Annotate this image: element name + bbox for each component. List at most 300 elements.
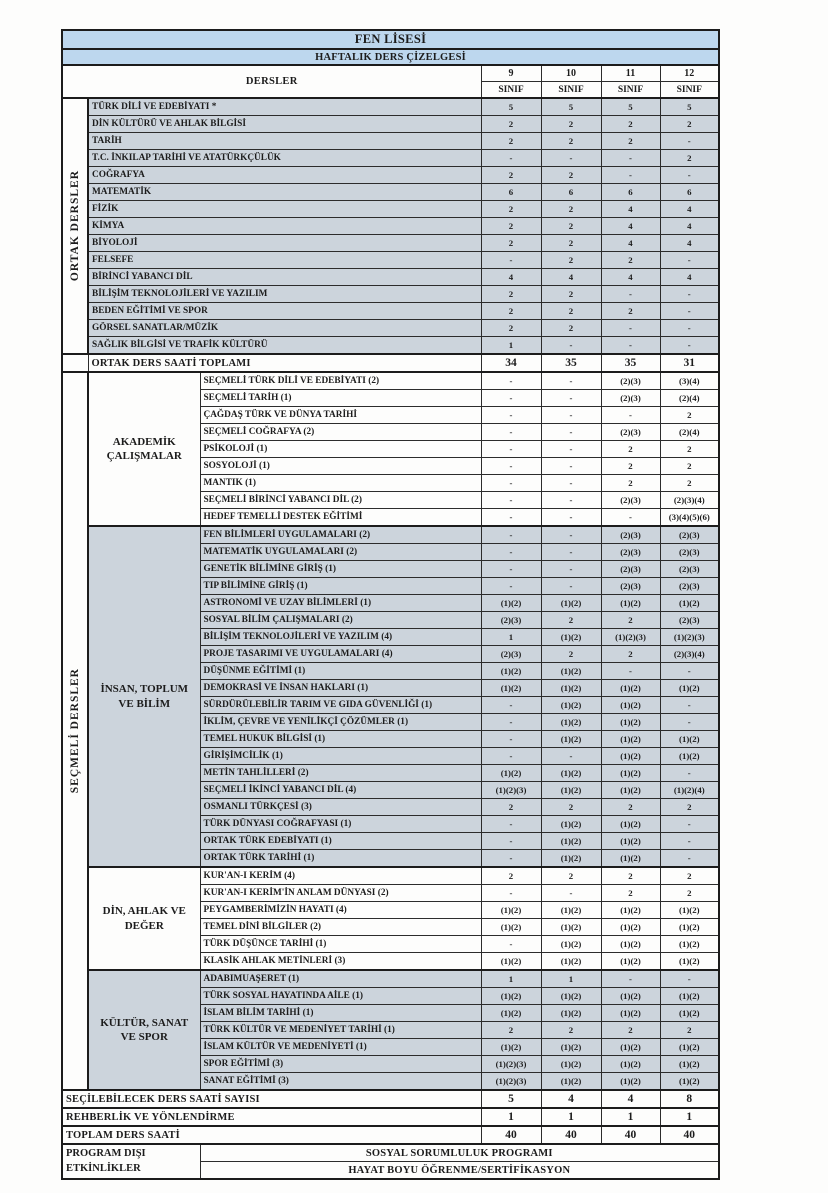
group-label-cell [88, 867, 200, 970]
hours-cell: (1)(2) [660, 936, 719, 953]
hours-cell: 2 [481, 201, 541, 218]
hours-cell: (1)(2) [481, 902, 541, 919]
hours-cell: (1)(2) [481, 1005, 541, 1022]
hours-cell: - [541, 372, 601, 390]
course-name-cell: TEMEL DİNİ BİLGİLER (2) [200, 919, 481, 936]
course-name-cell: MANTIK (1) [200, 475, 481, 492]
hours-cell: - [601, 337, 660, 355]
hours-cell: 2 [541, 218, 601, 235]
hours-cell: 2 [481, 133, 541, 150]
hours-cell: 2 [660, 475, 719, 492]
hours-cell: (1)(2) [541, 953, 601, 971]
course-name-cell: GÖRSEL SANATLAR/MÜZİK [88, 320, 481, 337]
hours-cell: (1)(2)(3) [481, 782, 541, 799]
hours-cell: 2 [601, 458, 660, 475]
hours-cell: (1)(2) [601, 714, 660, 731]
course-name-cell: FELSEFE [88, 252, 481, 269]
summary-value: 40 [660, 1126, 719, 1144]
header-grade-9: 9 [481, 65, 541, 82]
group-label-cell-text: DİN, AHLAK VE DEĞER [102, 905, 186, 932]
hours-cell: 6 [660, 184, 719, 201]
hours-cell: - [541, 407, 601, 424]
hours-cell: - [481, 697, 541, 714]
hours-cell: - [481, 561, 541, 578]
course-name-cell: BİRİNCİ YABANCI DİL [88, 269, 481, 286]
header-sinif-10: SINIF [541, 82, 601, 99]
hours-cell: 2 [601, 441, 660, 458]
hours-cell: - [541, 885, 601, 902]
hours-cell: - [660, 252, 719, 269]
hours-cell: - [660, 833, 719, 850]
hours-cell: 5 [541, 98, 601, 116]
hours-cell: (1)(2) [541, 936, 601, 953]
hours-cell: 2 [541, 201, 601, 218]
hours-cell: (1)(2) [660, 1056, 719, 1073]
hours-cell: (1)(2) [660, 595, 719, 612]
summary-row [62, 1108, 719, 1126]
hours-cell: (2)(3) [601, 526, 660, 544]
hours-cell: (1)(2) [601, 697, 660, 714]
ortak-dersler-side-label [62, 98, 88, 354]
secmeli-dersler-side-label-text: SEÇMELİ DERSLER [69, 668, 81, 794]
hours-cell: 2 [481, 303, 541, 320]
hours-cell: 2 [541, 799, 601, 816]
hours-cell: 2 [481, 320, 541, 337]
hours-cell: 1 [541, 970, 601, 988]
summary-row [62, 1126, 719, 1144]
course-name-cell: SAĞLIK BİLGİSİ VE TRAFİK KÜLTÜRÜ [88, 337, 481, 355]
hours-cell: - [660, 714, 719, 731]
hours-cell: (1)(2) [660, 988, 719, 1005]
hours-cell: (2)(3) [660, 561, 719, 578]
hours-cell: - [601, 286, 660, 303]
course-name-cell: GENETİK BİLİMİNE GİRİŞ (1) [200, 561, 481, 578]
spacer-cell [62, 354, 88, 372]
course-row [62, 116, 719, 133]
hours-cell: - [601, 663, 660, 680]
hours-cell: 2 [541, 235, 601, 252]
course-row [62, 252, 719, 269]
course-name-cell: BİYOLOJİ [88, 235, 481, 252]
course-name-cell: BEDEN EĞİTİMİ VE SPOR [88, 303, 481, 320]
hours-cell: - [660, 663, 719, 680]
hours-cell: (2)(4) [660, 424, 719, 441]
hours-cell: (2)(3) [660, 544, 719, 561]
course-name-cell: İSLAM BİLİM TARİHİ (1) [200, 1005, 481, 1022]
hours-cell: - [660, 286, 719, 303]
hours-cell: - [541, 337, 601, 355]
hours-cell: - [601, 407, 660, 424]
summary-value: 1 [541, 1108, 601, 1126]
hours-cell: (1)(2) [541, 850, 601, 868]
hours-cell: - [481, 492, 541, 509]
hours-cell: (2)(3) [601, 390, 660, 407]
hours-cell: (2)(4) [660, 390, 719, 407]
hours-cell: - [481, 424, 541, 441]
course-name-cell: TÜRK DİLİ VE EDEBİYATI * [88, 98, 481, 116]
course-row [62, 133, 719, 150]
hours-cell: 4 [541, 269, 601, 286]
hours-cell: (1)(2)(3) [481, 1073, 541, 1091]
course-row [62, 201, 719, 218]
hours-cell: - [660, 167, 719, 184]
hours-cell: - [481, 475, 541, 492]
hours-cell: (1)(2) [541, 988, 601, 1005]
hours-cell: (1)(2) [601, 765, 660, 782]
hours-cell: 4 [601, 269, 660, 286]
course-row [62, 526, 719, 544]
hours-cell: (1)(2) [601, 850, 660, 868]
course-name-cell: TÜRK DÜNYASI COĞRAFYASI (1) [200, 816, 481, 833]
hours-cell: - [541, 526, 601, 544]
hours-cell: - [481, 731, 541, 748]
hours-cell: (1)(2) [660, 1073, 719, 1091]
hours-cell: 2 [660, 407, 719, 424]
hours-cell: - [660, 133, 719, 150]
group-label-cell [88, 372, 200, 526]
course-row [62, 286, 719, 303]
hours-cell: (1)(2) [601, 1073, 660, 1091]
hours-cell: (1)(2) [541, 919, 601, 936]
hours-cell: (1)(2) [601, 1005, 660, 1022]
header-sinif-12: SINIF [660, 82, 719, 99]
hours-cell: - [541, 424, 601, 441]
course-name-cell: BİLİŞİM TEKNOLOJİLERİ VE YAZILIM [88, 286, 481, 303]
hours-cell: - [481, 407, 541, 424]
course-name-cell: TÜRK DÜŞÜNCE TARİHİ (1) [200, 936, 481, 953]
summary-value: 1 [481, 1108, 541, 1126]
course-name-cell: KLASİK AHLAK METİNLERİ (3) [200, 953, 481, 971]
course-name-cell: ORTAK TÜRK TARİHİ (1) [200, 850, 481, 868]
course-name-cell: İKLİM, ÇEVRE VE YENİLİKÇİ ÇÖZÜMLER (1) [200, 714, 481, 731]
hours-cell: 2 [481, 799, 541, 816]
hours-cell: - [541, 150, 601, 167]
hours-cell: (2)(3) [601, 544, 660, 561]
course-name-cell: PEYGAMBERİMİZİN HAYATI (4) [200, 902, 481, 919]
hours-cell: (2)(3) [601, 561, 660, 578]
ortak-total-value: 31 [660, 354, 719, 372]
hours-cell: (2)(3) [601, 492, 660, 509]
hours-cell: 6 [541, 184, 601, 201]
hours-cell: 2 [481, 167, 541, 184]
course-name-cell: TARİH [88, 133, 481, 150]
hours-cell: (1)(2) [541, 782, 601, 799]
hours-cell: (1)(2) [541, 816, 601, 833]
hours-cell: (1)(2) [601, 936, 660, 953]
hours-cell: 4 [481, 269, 541, 286]
ortak-total-row [62, 354, 719, 372]
hours-cell: 2 [541, 320, 601, 337]
hours-cell: - [541, 544, 601, 561]
course-name-cell: SEÇMELİ COĞRAFYA (2) [200, 424, 481, 441]
group-label-cell-text: İNSAN, TOPLUM VE BİLİM [100, 683, 189, 710]
course-name-cell: DİN KÜLTÜRÜ VE AHLAK BİLGİSİ [88, 116, 481, 133]
hours-cell: - [660, 320, 719, 337]
course-name-cell: TÜRK KÜLTÜR VE MEDENİYET TARİHİ (1) [200, 1022, 481, 1039]
course-row [62, 269, 719, 286]
course-row [62, 303, 719, 320]
program-disi-label [62, 1144, 200, 1179]
course-row [62, 98, 719, 116]
hours-cell: 5 [481, 98, 541, 116]
hours-cell: (1)(2) [541, 629, 601, 646]
hours-cell: - [601, 150, 660, 167]
hours-cell: 2 [660, 799, 719, 816]
hours-cell: - [481, 390, 541, 407]
hours-cell: - [541, 492, 601, 509]
course-name-cell: MATEMATİK [88, 184, 481, 201]
course-row [62, 150, 719, 167]
summary-value: 5 [481, 1090, 541, 1108]
hours-cell: (1)(2)(3) [660, 629, 719, 646]
header-grade-10: 10 [541, 65, 601, 82]
course-name-cell: T.C. İNKILAP TARİHİ VE ATATÜRKÇÜLÜK [88, 150, 481, 167]
course-name-cell: SEÇMELİ BİRİNCİ YABANCI DİL (2) [200, 492, 481, 509]
course-name-cell: ADABIMUAŞERET (1) [200, 970, 481, 988]
hours-cell: (1)(2) [660, 953, 719, 971]
hours-cell: - [481, 509, 541, 527]
hours-cell: 2 [541, 286, 601, 303]
hours-cell: - [481, 936, 541, 953]
course-name-cell: KİMYA [88, 218, 481, 235]
hours-cell: (1)(2) [660, 1005, 719, 1022]
course-name-cell: KUR'AN-I KERİM'İN ANLAM DÜNYASI (2) [200, 885, 481, 902]
hours-cell: - [601, 167, 660, 184]
group-label-cell [88, 526, 200, 867]
hours-cell: (1)(2) [601, 1056, 660, 1073]
hours-cell: - [541, 390, 601, 407]
hours-cell: - [481, 526, 541, 544]
summary-row [62, 1090, 719, 1108]
hours-cell: - [481, 885, 541, 902]
hours-cell: 4 [601, 235, 660, 252]
hours-cell: (1)(2) [481, 988, 541, 1005]
course-row [62, 970, 719, 988]
hours-cell: 2 [601, 612, 660, 629]
summary-value: 4 [601, 1090, 660, 1108]
summary-label: SEÇİLEBİLECEK DERS SAATİ SAYISI [62, 1090, 481, 1108]
course-name-cell: SANAT EĞİTİMİ (3) [200, 1073, 481, 1091]
hours-cell: - [481, 252, 541, 269]
hours-cell: (1)(2) [601, 816, 660, 833]
hours-cell: (2)(3) [660, 612, 719, 629]
hours-cell: (2)(3) [601, 578, 660, 595]
hours-cell: (1)(2) [481, 1039, 541, 1056]
hours-cell: (1)(2) [601, 595, 660, 612]
header-sinif-9: SINIF [481, 82, 541, 99]
hours-cell: (2)(3)(4) [660, 646, 719, 663]
course-name-cell: DEMOKRASİ VE İNSAN HAKLARI (1) [200, 680, 481, 697]
course-name-cell: COĞRAFYA [88, 167, 481, 184]
course-row [62, 184, 719, 201]
hours-cell: 2 [481, 286, 541, 303]
hours-cell: (1)(2) [601, 833, 660, 850]
course-name-cell: TIP BİLİMİNE GİRİŞ (1) [200, 578, 481, 595]
hours-cell: (1)(2) [541, 1073, 601, 1091]
program-item: SOSYAL SORUMLULUK PROGRAMI [200, 1144, 719, 1162]
hours-cell: (2)(3) [660, 578, 719, 595]
summary-label: TOPLAM DERS SAATİ [62, 1126, 481, 1144]
hours-cell: 4 [660, 218, 719, 235]
secmeli-dersler-side-label [62, 372, 88, 1090]
hours-cell: (1)(2) [601, 782, 660, 799]
hours-cell: - [481, 714, 541, 731]
course-name-cell: İSLAM KÜLTÜR VE MEDENİYETİ (1) [200, 1039, 481, 1056]
hours-cell: 2 [541, 116, 601, 133]
course-name-cell: SOSYAL BİLİM ÇALIŞMALARI (2) [200, 612, 481, 629]
hours-cell: (1)(2) [601, 953, 660, 971]
header-grade-12: 12 [660, 65, 719, 82]
course-name-cell: FİZİK [88, 201, 481, 218]
course-row [62, 235, 719, 252]
hours-cell: 2 [481, 235, 541, 252]
summary-value: 40 [541, 1126, 601, 1144]
hours-cell: - [541, 475, 601, 492]
program-item: HAYAT BOYU ÖĞRENME/SERTİFİKASYON [200, 1162, 719, 1180]
hours-cell: 2 [660, 1022, 719, 1039]
table-body [62, 30, 719, 1179]
hours-cell: - [481, 150, 541, 167]
hours-cell: - [481, 441, 541, 458]
hours-cell: 2 [541, 167, 601, 184]
hours-cell: (1)(2) [481, 680, 541, 697]
hours-cell: (1)(2) [541, 697, 601, 714]
hours-cell: 2 [481, 1022, 541, 1039]
hours-cell: - [541, 578, 601, 595]
hours-cell: 5 [601, 98, 660, 116]
hours-cell: - [481, 850, 541, 868]
program-disi-label-line: ETKİNLİKLER [66, 1162, 141, 1174]
hours-cell: (1)(2) [660, 680, 719, 697]
group-label-cell-text: AKADEMİK ÇALIŞMALAR [106, 435, 182, 462]
hours-cell: - [601, 320, 660, 337]
hours-cell: (2)(3) [660, 526, 719, 544]
hours-cell: - [660, 850, 719, 868]
course-name-cell: ÇAĞDAŞ TÜRK VE DÜNYA TARİHİ [200, 407, 481, 424]
course-name-cell: SEÇMELİ İKİNCİ YABANCI DİL (4) [200, 782, 481, 799]
hours-cell: - [541, 441, 601, 458]
hours-cell: 2 [601, 646, 660, 663]
grade-header-row [62, 65, 719, 82]
summary-value: 40 [601, 1126, 660, 1144]
hours-cell: 2 [481, 867, 541, 885]
course-name-cell: ORTAK TÜRK EDEBİYATI (1) [200, 833, 481, 850]
course-row [62, 167, 719, 184]
hours-cell: (1)(2) [541, 714, 601, 731]
hours-cell: (3)(4)(5)(6) [660, 509, 719, 527]
hours-cell: (1)(2)(4) [660, 782, 719, 799]
hours-cell: 2 [660, 116, 719, 133]
course-name-cell: PSİKOLOJİ (1) [200, 441, 481, 458]
hours-cell: (1)(2) [481, 663, 541, 680]
course-row [62, 218, 719, 235]
hours-cell: (1)(2) [601, 680, 660, 697]
hours-cell: (1)(2) [601, 1039, 660, 1056]
hours-cell: - [541, 748, 601, 765]
header-dersler: DERSLER [62, 65, 481, 98]
header-grade-11: 11 [601, 65, 660, 82]
hours-cell: 4 [660, 201, 719, 218]
hours-cell: (1)(2) [481, 919, 541, 936]
hours-cell: (1)(2) [660, 731, 719, 748]
hours-cell: 4 [660, 235, 719, 252]
course-row [62, 867, 719, 885]
hours-cell: 2 [660, 867, 719, 885]
hours-cell: 6 [601, 184, 660, 201]
hours-cell: 1 [481, 970, 541, 988]
summary-value: 40 [481, 1126, 541, 1144]
hours-cell: (2)(3) [481, 646, 541, 663]
course-name-cell: TÜRK SOSYAL HAYATINDA AİLE (1) [200, 988, 481, 1005]
course-name-cell: GİRİŞİMCİLİK (1) [200, 748, 481, 765]
hours-cell: 4 [660, 269, 719, 286]
page-title: FEN LİSESİ [62, 30, 719, 49]
schedule-table [61, 29, 720, 1180]
ortak-total-value: 34 [481, 354, 541, 372]
hours-cell: 5 [660, 98, 719, 116]
hours-cell: - [481, 544, 541, 561]
hours-cell: (1)(2) [481, 595, 541, 612]
course-name-cell: TEMEL HUKUK BİLGİSİ (1) [200, 731, 481, 748]
hours-cell: 2 [660, 885, 719, 902]
summary-value: 1 [601, 1108, 660, 1126]
hours-cell: (1)(2) [481, 953, 541, 971]
hours-cell: 1 [481, 337, 541, 355]
course-name-cell: KUR'AN-I KERİM (4) [200, 867, 481, 885]
hours-cell: (1)(2) [660, 748, 719, 765]
hours-cell: 2 [660, 441, 719, 458]
hours-cell: - [660, 337, 719, 355]
hours-cell: (1)(2)(3) [481, 1056, 541, 1073]
hours-cell: (1)(2)(3) [601, 629, 660, 646]
hours-cell: 1 [481, 629, 541, 646]
hours-cell: (3)(4) [660, 372, 719, 390]
title-row [62, 30, 719, 49]
hours-cell: - [481, 748, 541, 765]
hours-cell: 2 [541, 867, 601, 885]
hours-cell: (1)(2) [541, 663, 601, 680]
header-sinif-11: SINIF [601, 82, 660, 99]
hours-cell: - [541, 561, 601, 578]
hours-cell: (1)(2) [541, 902, 601, 919]
hours-cell: 2 [660, 458, 719, 475]
course-name-cell: SEÇMELİ TARİH (1) [200, 390, 481, 407]
group-label-cell-text: KÜLTÜR, SANAT VE SPOR [100, 1016, 189, 1043]
hours-cell: (1)(2) [601, 902, 660, 919]
course-name-cell: PROJE TASARIMI VE UYGULAMALARI (4) [200, 646, 481, 663]
hours-cell: (1)(2) [601, 731, 660, 748]
hours-cell: 2 [660, 150, 719, 167]
hours-cell: - [481, 372, 541, 390]
hours-cell: 2 [601, 303, 660, 320]
hours-cell: - [660, 697, 719, 714]
hours-cell: (2)(3) [601, 424, 660, 441]
course-name-cell: ASTRONOMİ VE UZAY BİLİMLERİ (1) [200, 595, 481, 612]
hours-cell: 6 [481, 184, 541, 201]
program-disi-row [62, 1144, 719, 1162]
hours-cell: (1)(2) [541, 1056, 601, 1073]
summary-value: 4 [541, 1090, 601, 1108]
hours-cell: 2 [601, 885, 660, 902]
hours-cell: 4 [601, 218, 660, 235]
hours-cell: 2 [601, 867, 660, 885]
hours-cell: - [481, 833, 541, 850]
hours-cell: (2)(3) [601, 372, 660, 390]
hours-cell: - [660, 303, 719, 320]
hours-cell: (1)(2) [541, 833, 601, 850]
course-name-cell: MATEMATİK UYGULAMALARI (2) [200, 544, 481, 561]
course-name-cell: SEÇMELİ TÜRK DİLİ VE EDEBİYATI (2) [200, 372, 481, 390]
